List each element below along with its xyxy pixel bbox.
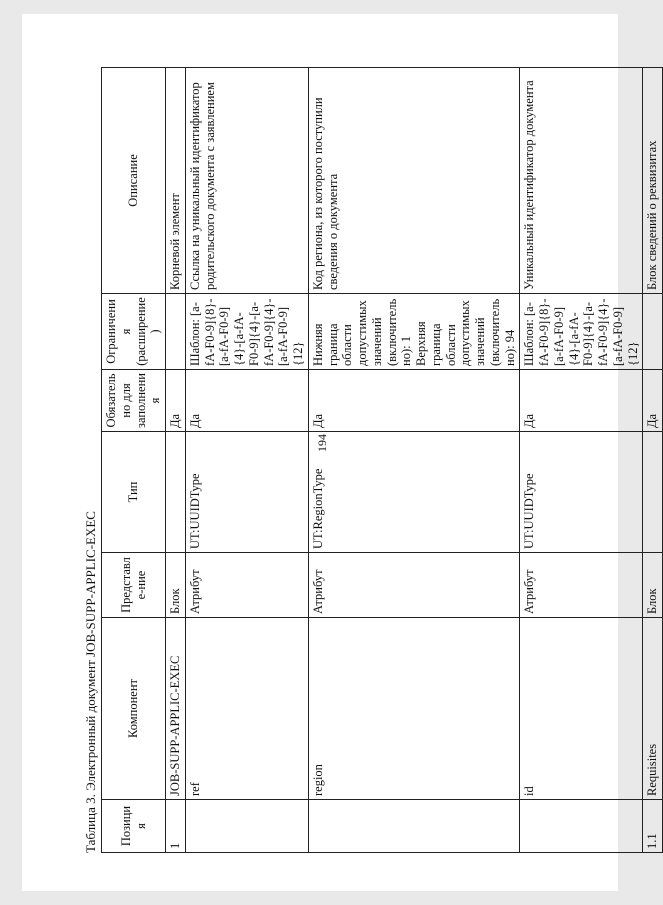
- cell-required: Да: [520, 370, 643, 432]
- cell-required: Да: [308, 370, 520, 432]
- cell-representation: Атрибут: [520, 553, 643, 618]
- component-table: [101, 67, 663, 853]
- cell-constraints: [166, 294, 186, 370]
- cell-component: Requisites: [643, 618, 663, 800]
- table-row: [166, 68, 186, 853]
- cell-position: 1.1: [643, 800, 663, 853]
- cell-component: JOB-SUPP-APPLIC-EXEC: [166, 618, 186, 800]
- table-row: [520, 68, 643, 853]
- cell-type: UT:UUIDType: [185, 432, 308, 553]
- header-position: Позиция: [102, 800, 166, 853]
- cell-type: UT:UUIDType: [520, 432, 643, 553]
- table-row: [643, 68, 663, 853]
- cell-description: Блок сведений о реквизитах: [643, 68, 663, 294]
- cell-representation: Атрибут: [185, 553, 308, 618]
- header-representation: Представле-ние: [102, 553, 166, 618]
- cell-description: Код региона, из которого поступили сведения о документа: [308, 68, 520, 294]
- table-caption: Таблица 3. Электронный документ JOB-SUPP-APPLIC-EXEC: [83, 511, 98, 853]
- cell-representation: Атрибут: [308, 553, 520, 618]
- cell-constraints: [643, 294, 663, 370]
- cell-constraints: Шаблон: [a-fA-F0-9]{8}-[a-fA-F0-9]{4}-[a-fA-F0-9]{4}-[a-fA-F0-9]{4}-[a-fA-F0-9]{12}: [185, 294, 308, 370]
- cell-constraints: Шаблон: [a-fA-F0-9]{8}-[a-fA-F0-9]{4}-[a-fA-F0-9]{4}-[a-fA-F0-9]{4}-[a-fA-F0-9]{12}: [520, 294, 643, 370]
- rotated-table-area: [83, 68, 660, 853]
- header-required: Обязательно для заполнения: [102, 370, 166, 432]
- cell-position: [185, 800, 308, 853]
- table-row: [185, 68, 308, 853]
- page-number: 194: [315, 434, 329, 452]
- cell-component: id: [520, 618, 643, 800]
- cell-component: region: [308, 618, 520, 800]
- cell-type: [643, 432, 663, 553]
- cell-type: [166, 432, 186, 553]
- cell-type: UT:RegionType: [308, 432, 520, 553]
- header-description: Описание: [102, 68, 166, 294]
- cell-description: Ссылка на уникальный идентификатор родительского документа с заявлением: [185, 68, 308, 294]
- cell-representation: Блок: [643, 553, 663, 618]
- header-type: Тип: [102, 432, 166, 553]
- table-row: [308, 68, 520, 853]
- cell-required: Да: [643, 370, 663, 432]
- cell-description: Корневой элемент: [166, 68, 186, 294]
- cell-component: ref: [185, 618, 308, 800]
- header-row: [102, 68, 166, 853]
- cell-position: [520, 800, 643, 853]
- cell-required: Да: [166, 370, 186, 432]
- header-component: Компонент: [102, 618, 166, 800]
- cell-constraints: Нижняя граница области допустимых значений (включительно): 1 Верхняя граница области допустимых значений (включительно): 94: [308, 294, 520, 370]
- cell-description: Уникальный идентификатор документа: [520, 68, 643, 294]
- cell-position: 1: [166, 800, 186, 853]
- header-constraints: Ограничения (расширение): [102, 294, 166, 370]
- cell-required: Да: [185, 370, 308, 432]
- cell-representation: Блок: [166, 553, 186, 618]
- cell-position: [308, 800, 520, 853]
